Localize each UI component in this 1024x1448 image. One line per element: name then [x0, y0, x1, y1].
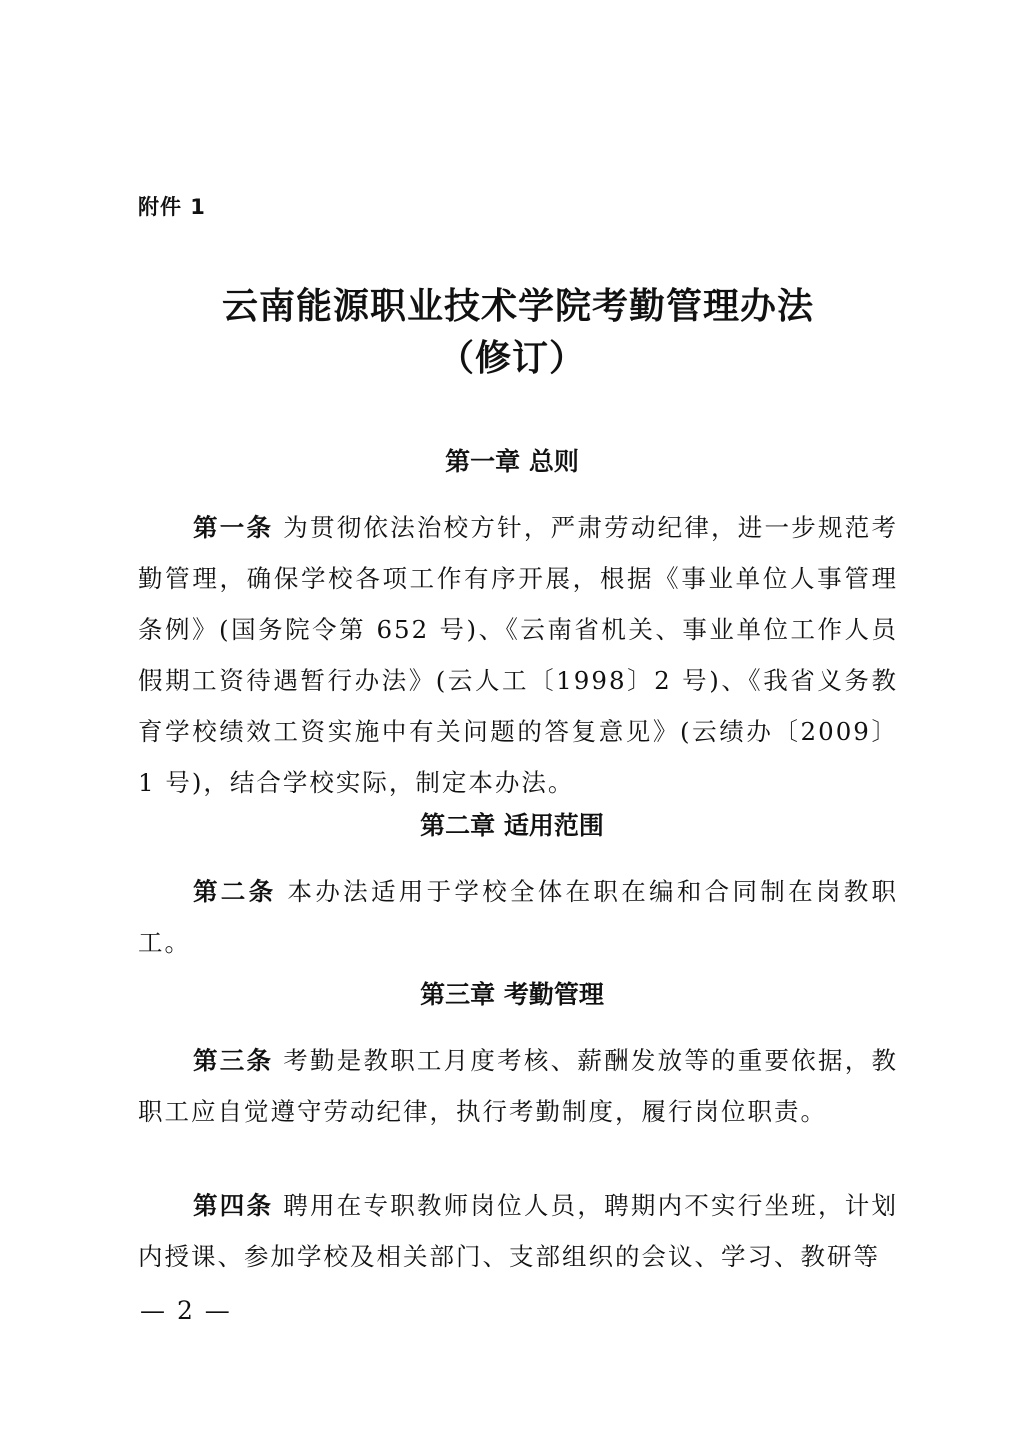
article-2 [138, 866, 898, 968]
article-text: 聘用在专职教师岗位人员，聘期内不实行坐班，计划内授课、参加学校及相关部门、支部组织的会议、学习、教研等 [138, 1191, 898, 1271]
article-label: 第二条 [193, 877, 277, 906]
article-label: 第一条 [193, 513, 274, 542]
article-4 [138, 1180, 898, 1282]
page-number: — 2 — [140, 1296, 232, 1325]
document-title: 云南能源职业技术学院考勤管理办法 [221, 285, 814, 327]
chapter-heading-3: 第三章 考勤管理 [420, 980, 604, 1009]
chapter-heading-1: 第一章 总则 [445, 447, 579, 476]
article-3 [138, 1035, 898, 1137]
document-subtitle: （修订） [437, 337, 586, 379]
chapter-heading-2: 第二章 适用范围 [420, 811, 604, 840]
article-label: 第三条 [193, 1046, 274, 1075]
article-text: 考勤是教职工月度考核、薪酬发放等的重要依据，教职工应自觉遵守劳动纪律，执行考勤制度，履行岗位职责。 [138, 1046, 898, 1126]
article-label: 第四条 [193, 1191, 274, 1220]
article-1 [138, 502, 898, 808]
article-text: 本办法适用于学校全体在职在编和合同制在岗教职工。 [138, 877, 899, 957]
attachment-label: 附件 1 [138, 195, 206, 219]
article-text: 为贯彻依法治校方针，严肃劳动纪律，进一步规范考勤管理，确保学校各项工作有序开展，根据《事业单位人事管理条例》(国务院令第 652 号)、《云南省机关、事业单位工作人员假期工资待遇暂行办法》(云人工〔1998〕2 号)、《我省义务教育学校绩效工资实施中有关问题的答复意见》(云绩办〔2009〕1 号)，结合学校实际，制定本办法。 [138, 513, 898, 797]
